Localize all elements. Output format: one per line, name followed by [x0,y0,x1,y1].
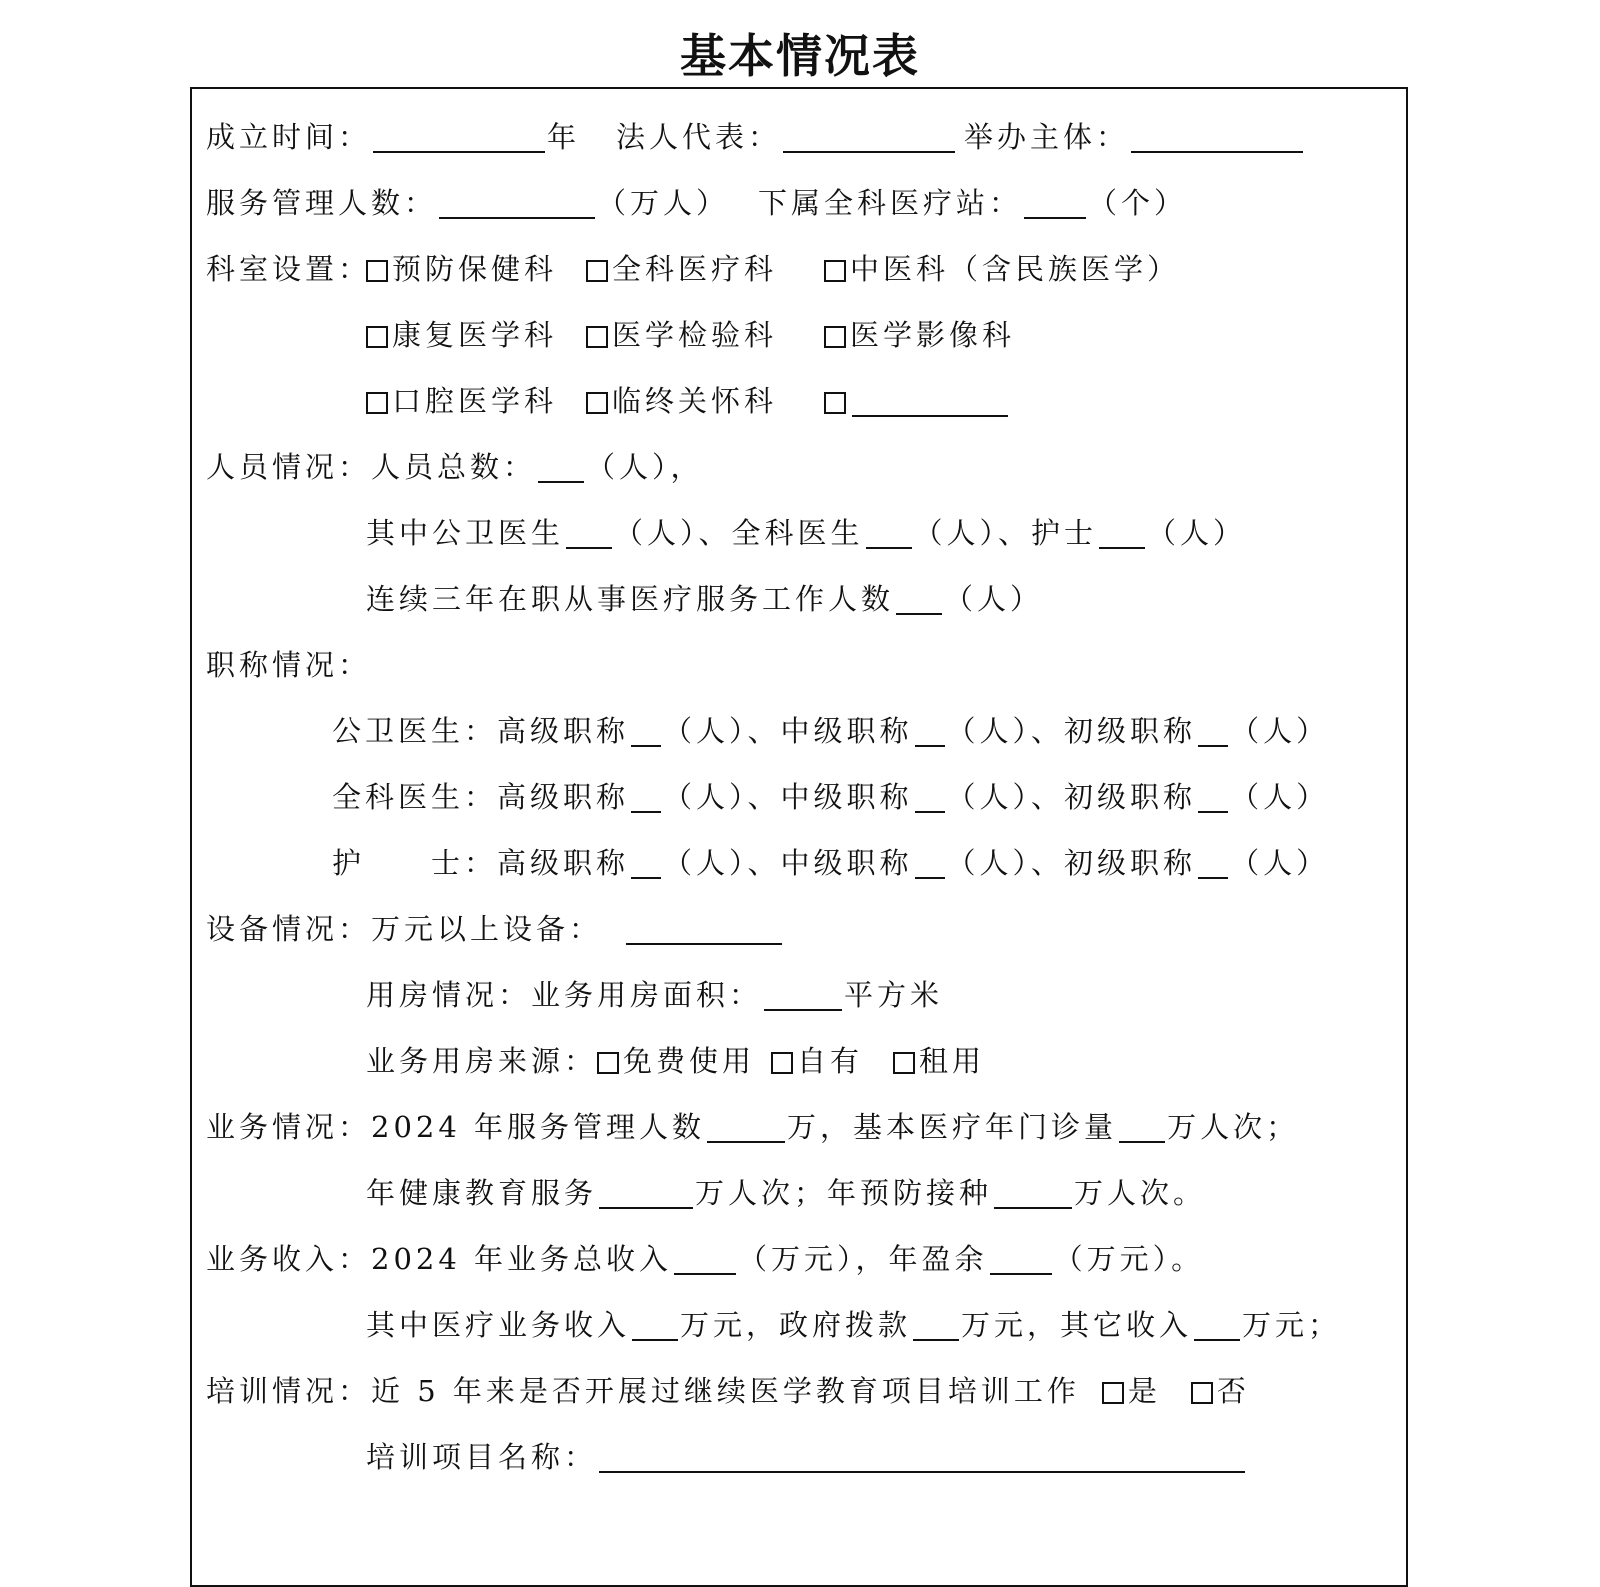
checkbox[interactable] [586,326,608,348]
mid-field[interactable] [915,715,945,747]
dept-item[interactable]: 医学影像科 [824,315,1015,355]
stations-unit: （个） [1088,186,1188,220]
surplus-field[interactable] [990,1243,1052,1275]
checkbox-yes[interactable] [1102,1382,1124,1404]
mid-field[interactable] [915,781,945,813]
equipment-field[interactable] [626,913,782,945]
row-service [206,183,729,223]
government-funding-field[interactable] [913,1309,959,1341]
staff-breakdown-row: 其中公卫医生 （人）、全科医生 （人）、护士 （人） [366,516,1247,550]
training-row: 培训情况：近 5 年来是否开展过继续医学教育项目培训工作 是 否 [206,1374,1250,1408]
checkbox[interactable] [366,326,388,348]
stations-label: 下属全科医疗站： [758,186,1023,220]
legal-rep-label: 法人代表： [616,120,782,154]
titles-label: 职称情况： [206,648,372,682]
dept-label: 科室设置： [206,252,372,286]
staff-label: 人员情况： [206,450,372,484]
training-label: 培训情况： [206,1374,372,1408]
checkbox-no[interactable] [1191,1382,1213,1404]
total-income-field[interactable] [674,1243,736,1275]
staff-continuous-row: 连续三年在职从事医疗服务工作人数 （人） [366,582,1044,616]
outpatient-field[interactable] [1119,1111,1165,1143]
founding-time-label: 成立时间： [206,120,372,154]
business-label: 业务情况： [206,1110,372,1144]
training-name-field[interactable] [599,1441,1245,1473]
checkbox[interactable] [824,326,846,348]
titles-row: 公卫医生：高级职称 （人）、中级职称 （人）、初级职称 （人） [332,714,1330,748]
dept-item[interactable]: 临终关怀科 [586,381,777,421]
service-people-2024-field[interactable] [707,1111,785,1143]
housing-row: 用房情况：业务用房面积： 平方米 [366,978,944,1012]
junior-field[interactable] [1198,715,1228,747]
dept-item[interactable]: 全科医疗科 [586,249,777,289]
checkbox[interactable] [824,260,846,282]
dept-item[interactable]: 康复医学科 [366,315,557,355]
nurse-field[interactable] [1099,517,1145,549]
staff-row: 人员情况：人员总数： （人）， [206,450,704,484]
income-label: 业务收入： [206,1242,372,1276]
training-name-row: 培训项目名称： [366,1437,1247,1477]
medical-income-field[interactable] [632,1309,678,1341]
income-row: 业务收入：2024 年业务总收入 （万元），年盈余 （万元）。 [206,1242,1205,1276]
legal-rep-field[interactable] [783,121,955,153]
form-frame [190,87,1408,1587]
dept-item-other[interactable] [824,381,1010,421]
other-income-field[interactable] [1194,1309,1240,1341]
junior-field[interactable] [1198,847,1228,879]
dept-other-field[interactable] [852,385,1008,417]
equip-row: 设备情况：万元以上设备： [206,909,784,949]
dept-item[interactable]: 口腔医学科 [366,381,557,421]
checkbox[interactable] [586,392,608,414]
senior-field[interactable] [631,847,661,879]
housing-source-row: 业务用房来源： 免费使用 自有 租用 [366,1044,986,1078]
health-education-field[interactable] [599,1177,693,1209]
checkbox[interactable] [771,1052,793,1074]
founding-year-field[interactable] [373,121,545,153]
organizer-field[interactable] [1131,121,1303,153]
business-row-2: 年健康教育服务 万人次；年预防接种 万人次。 [366,1176,1207,1210]
checkbox[interactable] [586,260,608,282]
mid-field[interactable] [915,847,945,879]
row-organizer [964,117,1305,157]
titles-row: 护 士：高级职称 （人）、中级职称 （人）、初级职称 （人） [332,846,1330,880]
continuous-staff-field[interactable] [896,583,942,615]
housing-area-field[interactable] [764,979,842,1011]
year-unit: 年 [547,120,581,154]
senior-field[interactable] [631,715,661,747]
organizer-label: 举办主体： [964,120,1130,154]
checkbox[interactable] [597,1052,619,1074]
public-health-doctor-field[interactable] [566,517,612,549]
business-row: 业务情况：2024 年服务管理人数 万，基本医疗年门诊量 万人次； [206,1110,1300,1144]
service-count-label: 服务管理人数： [206,186,438,220]
checkbox[interactable] [366,260,388,282]
service-count-field[interactable] [439,187,595,219]
checkbox[interactable] [366,392,388,414]
dept-item[interactable]: 预防保健科 [366,249,557,289]
titles-row: 全科医生：高级职称 （人）、中级职称 （人）、初级职称 （人） [332,780,1330,814]
vaccination-field[interactable] [994,1177,1072,1209]
page-title: 基本情况表 [680,29,920,83]
dept-item[interactable]: 医学检验科 [586,315,777,355]
row-legal [616,117,957,157]
staff-total-field[interactable] [538,451,584,483]
checkbox[interactable] [893,1052,915,1074]
income-row-2: 其中医疗业务收入 万元，政府拨款 万元，其它收入 万元； [366,1308,1342,1342]
stations-field[interactable] [1024,187,1086,219]
dept-item[interactable]: 中医科（含民族医学） [824,249,1180,289]
equip-label: 设备情况： [206,912,372,946]
checkbox[interactable] [824,392,846,414]
general-doctor-field[interactable] [866,517,912,549]
service-unit: （万人） [597,186,730,220]
row-founding [206,117,580,157]
junior-field[interactable] [1198,781,1228,813]
senior-field[interactable] [631,781,661,813]
row-stations [758,183,1187,223]
